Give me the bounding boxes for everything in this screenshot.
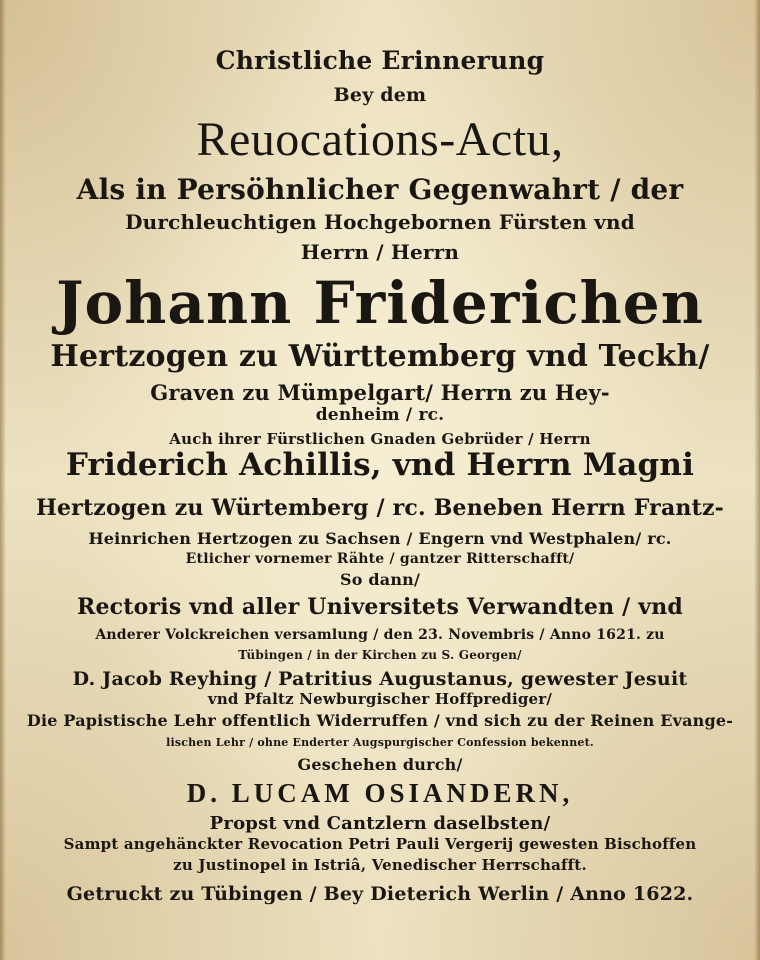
title-line-23: lischen Lehr / ohne Enderter Augspurgischer Confession bekennet.	[166, 736, 594, 749]
title-line-21: vnd Pfaltz Newburgischer Hoffprediger/	[207, 690, 553, 708]
title-line-2: Bey dem	[333, 84, 427, 106]
title-line-13: Hertzogen zu Würtemberg / rc. Beneben Herrn Frantz-	[35, 495, 725, 521]
title-line-27: Sampt angehänckter Revocation Petri Pauli Vergerij gewesten Bischoffen	[63, 835, 697, 853]
title-line-6: Herrn / Herrn	[300, 240, 460, 264]
title-line-28: zu Justinopel in Istriâ, Venedischer Herrschafft.	[173, 856, 587, 874]
title-line-5: Durchleuchtigen Hochgebornen Fürsten vnd	[125, 210, 635, 234]
title-line-12: Friderich Achillis, vnd Herrn Magni	[65, 447, 695, 483]
title-line-4: Als in Persöhnlicher Gegenwahrt / der	[76, 173, 684, 206]
title-line-17: Rectoris vnd aller Universitets Verwandten / vnd	[76, 594, 684, 620]
title-line-9: Graven zu Mümpelgart/ Herrn zu Hey-	[150, 380, 610, 405]
title-line-16: So dann/	[339, 570, 421, 589]
title-line-14: Heinrichen Hertzogen zu Sachsen / Engern vnd Westphalen/ rc.	[88, 529, 672, 548]
title-line-26: Propst vnd Cantzlern daselbsten/	[209, 813, 551, 834]
title-line-7: Johann Friderichen	[56, 269, 704, 337]
title-line-8: Hertzogen zu Württemberg vnd Teckh/	[50, 339, 710, 374]
title-line-22: Die Papistische Lehr offentlich Widerruffen / vnd sich zu der Reinen Evange-	[26, 711, 734, 730]
title-line-1: Christliche Erinnerung	[215, 46, 545, 75]
title-line-18: Anderer Volckreichen versamlung / den 23. Novembris / Anno 1621. zu	[95, 627, 665, 643]
title-line-3: Reuocations-Actu,	[196, 113, 564, 166]
title-line-24: Geschehen durch/	[297, 755, 463, 774]
title-line-29: Getruckt zu Tübingen / Bey Dieterich Werlin / Anno 1622.	[66, 883, 694, 905]
title-line-11: Auch ihrer Fürstlichen Gnaden Gebrüder / Herrn	[169, 430, 591, 448]
title-line-10: denheim / rc.	[315, 405, 445, 425]
title-line-25: D. LUCAM OSIANDERN,	[186, 778, 574, 808]
title-line-20: D. Jacob Reyhing / Patritius Augustanus, gewester Jesuit	[72, 668, 688, 690]
title-line-19: Tübingen / in der Kirchen zu S. Georgen/	[238, 648, 522, 662]
title-line-15: Etlicher vornemer Rähte / gantzer Ritterschafft/	[185, 551, 575, 567]
